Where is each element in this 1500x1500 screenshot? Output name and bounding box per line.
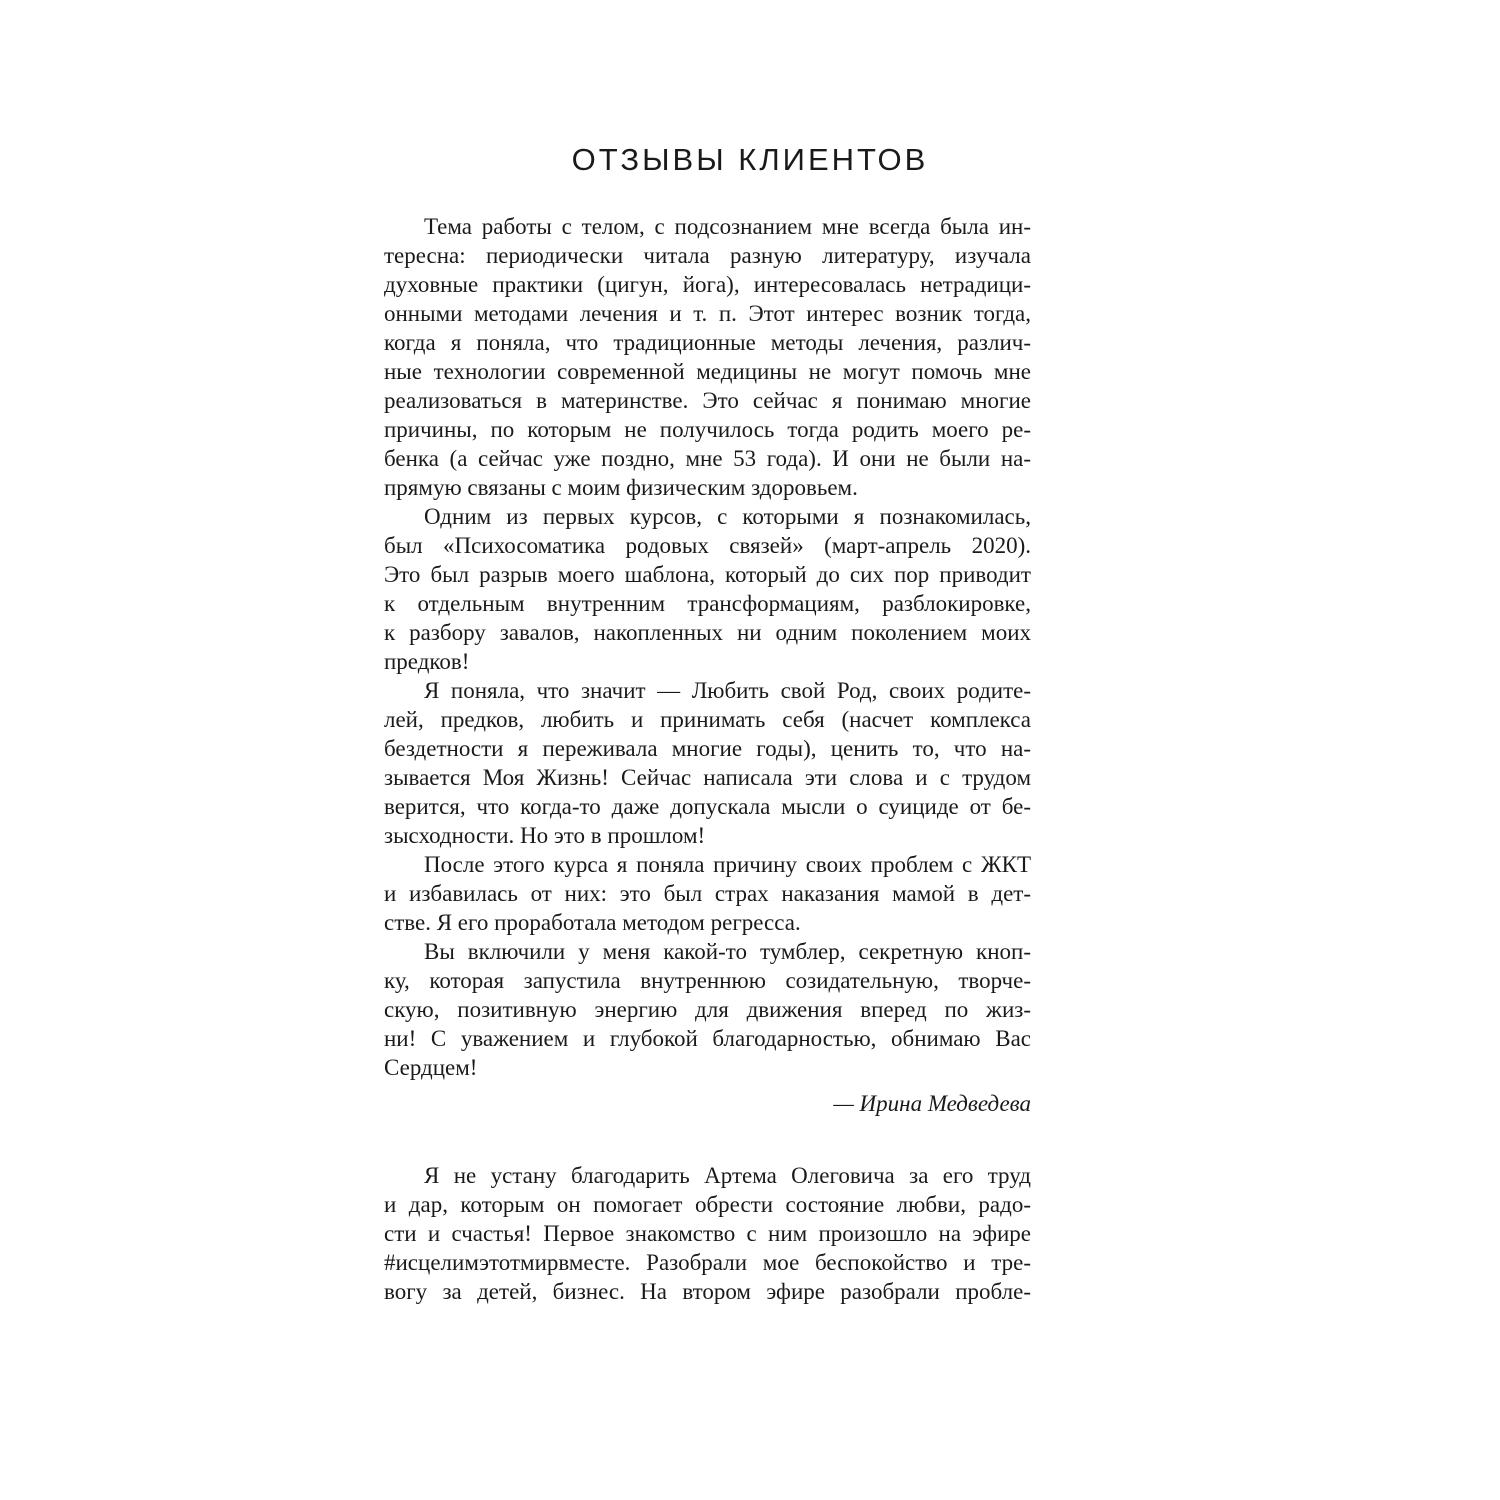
review-1-line-18: лей, предков, любить и принимать себя (насчет комплекса [384,707,1031,732]
review-1-line-19: бездетности я переживала многие годы), ценить то, что на- [384,736,1031,761]
review-1-line-12: был «Психосоматика родовых связей» (март-апрель 2020). [384,533,1031,558]
review-1-line-21: верится, что когда-то даже допускала мысли о суициде от бе- [384,794,1031,819]
review-1-line-24: и избавилась от них: это был страх наказания мамой в дет- [384,881,1031,906]
review-1-line-16: предков! [384,649,470,674]
review-1-line-2: тересна: периодически читала разную литературу, изучала [384,243,1031,268]
review-1-line-23: После этого курса я поняла причину своих проблем с ЖКТ [424,852,1031,877]
review-1-line-9: бенка (а сейчас уже поздно, мне 53 года). И они не были на- [384,446,1031,471]
review-1-line-5: когда я поняла, что традиционные методы лечения, различ- [384,330,1031,355]
review-1-line-28: скую, позитивную энергию для движения вперед по жиз- [384,997,1031,1022]
review-1-line-6: ные технологии современной медицины не могут помочь мне [384,359,1031,384]
review-1-line-14: к отдельным внутренним трансформациям, разблокировке, [384,591,1031,616]
review-1-line-13: Это был разрыв моего шаблона, который до сих пор приводит [384,562,1031,587]
review-2-line-4: #исцелимэтотмирвместе. Разобрали мое беспокойство и тре- [384,1250,1031,1275]
review-1-line-1: Тема работы с телом, с подсознанием мне всегда была ин- [424,214,1031,239]
review-1-signature: — Ирина Медведева [833,1091,1031,1116]
review-1-line-22: зысходности. Но это в прошлом! [384,823,706,848]
review-1-line-29: ни! С уважением и глубокой благодарностью, обнимаю Вас [384,1026,1031,1051]
review-2-line-5: вогу за детей, бизнес. На втором эфире разобрали пробле- [384,1279,1031,1304]
review-1-line-11: Одним из первых курсов, с которыми я познакомилась, [424,504,1031,529]
review-1-line-10: прямую связаны с моим физическим здоровьем. [384,475,858,500]
review-1-line-25: стве. Я его проработала методом регресса. [384,910,801,935]
review-1-line-30: Сердцем! [384,1055,478,1080]
review-1-line-15: к разбору завалов, накопленных ни одним поколением моих [384,620,1031,645]
review-1-line-7: реализоваться в материнстве. Это сейчас я понимаю многие [384,388,1031,413]
review-1-line-8: причины, по которым не получилось тогда родить моего ре- [384,417,1031,442]
review-1-line-20: зывается Моя Жизнь! Сейчас написала эти слова и с трудом [384,765,1031,790]
page-title: ОТЗЫВЫ КЛИЕНТОВ [571,142,929,177]
review-1-line-17: Я поняла, что значит — Любить свой Род, своих родите- [424,678,1031,703]
review-1-line-4: онными методами лечения и т. п. Этот интерес возник тогда, [384,301,1031,326]
review-2-line-3: сти и счастья! Первое знакомство с ним произошло на эфире [384,1221,1031,1246]
review-1-line-27: ку, которая запустила внутреннюю созидательную, творче- [384,968,1031,993]
review-2-line-1: Я не устану благодарить Артема Олеговича за его труд [424,1163,1031,1188]
review-1-line-3: духовные практики (цигун, йога), интересовалась нетрадици- [384,272,1031,297]
review-1-line-26: Вы включили у меня какой-то тумблер, секретную кноп- [424,939,1031,964]
review-2-line-2: и дар, которым он помогает обрести состояние любви, радо- [384,1192,1031,1217]
